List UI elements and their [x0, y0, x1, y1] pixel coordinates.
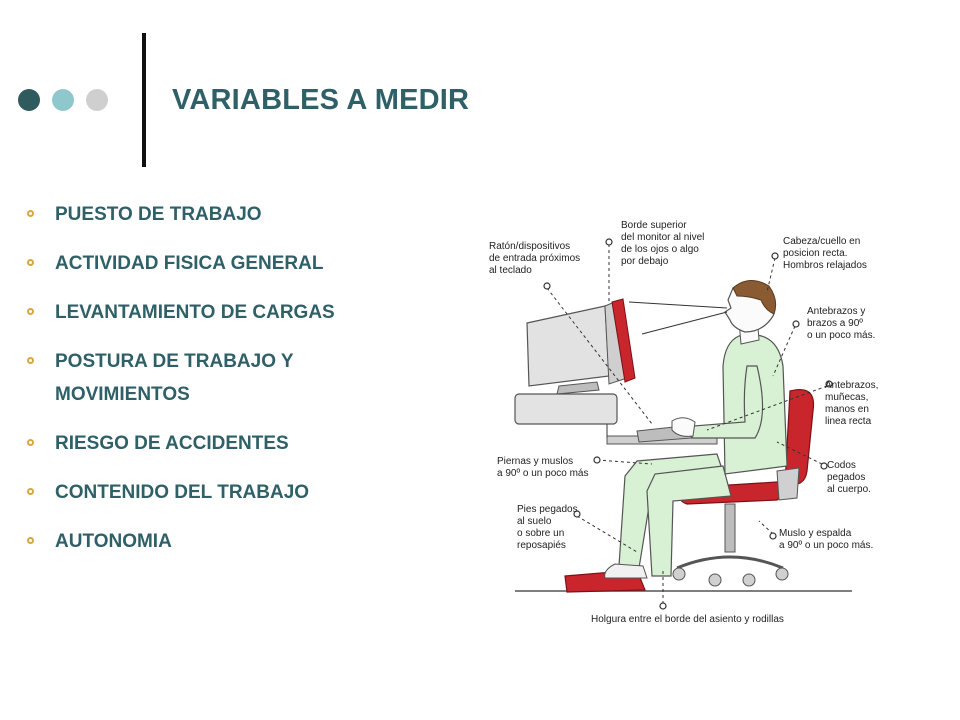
borde-monitor-label: Borde superior del monitor al nivel de los ojos o algo por debajo	[621, 220, 705, 267]
bullet-item	[22, 198, 422, 231]
bullet-icon	[27, 357, 34, 364]
bullet-item	[22, 427, 422, 460]
ergonomic-posture-illustration	[487, 216, 895, 630]
bullet-item	[22, 476, 422, 509]
sight-line-upper	[629, 302, 727, 308]
bullet-text: POSTURA DE TRABAJO Y MOVIMIENTOS	[55, 351, 294, 405]
sight-line-lower	[642, 312, 727, 334]
muslo-label: Muslo y espalda a 90º o un poco más.	[779, 528, 874, 551]
dark-dot	[18, 89, 40, 111]
bullet-icon	[27, 537, 34, 544]
bullet-icon	[27, 210, 34, 217]
bullet-item	[22, 345, 422, 411]
piernas-label: Piernas y muslos a 90º o un poco más	[497, 456, 589, 479]
bullet-item	[22, 247, 422, 280]
bullet-item	[22, 525, 422, 558]
antebrazos-90-label: Antebrazos y brazos a 90º o un poco más.	[807, 306, 876, 341]
bullet-text: PUESTO DE TRABAJO	[55, 204, 262, 225]
bullet-text: ACTIVIDAD FISICA GENERAL	[55, 253, 324, 274]
antebrazos-munecas-label: Antebrazos, muñecas, manos en linea recta	[825, 380, 879, 427]
holgura-label: Holgura entre el borde del asiento y rodillas	[591, 614, 784, 625]
bullet-icon	[27, 308, 34, 315]
codos-label: Codos pegados al cuerpo.	[827, 460, 871, 495]
cabeza-label: Cabeza/cuello en posicion recta. Hombros relajados	[783, 236, 867, 271]
monitor-icon	[527, 299, 635, 394]
decorative-dots	[18, 89, 108, 111]
slide-title: VARIABLES A MEDIR	[172, 84, 470, 116]
person-icon	[605, 280, 787, 578]
bullet-icon	[27, 439, 34, 446]
bullet-icon	[27, 488, 34, 495]
bullet-text: RIESGO DE ACCIDENTES	[55, 433, 289, 454]
light-teal-dot	[52, 89, 74, 111]
bullet-text: LEVANTAMIENTO DE CARGAS	[55, 302, 335, 323]
bullet-list	[22, 198, 422, 574]
pies-label: Pies pegados al suelo o sobre un reposapiés	[517, 504, 578, 551]
title-divider	[142, 33, 146, 167]
bullet-text: AUTONOMIA	[55, 531, 172, 552]
bullet-icon	[27, 259, 34, 266]
raton-label: Ratón/dispositivos de entrada próximos al teclado	[489, 241, 581, 276]
bullet-text: CONTENIDO DEL TRABAJO	[55, 482, 310, 503]
gray-dot	[86, 89, 108, 111]
bullet-item	[22, 296, 422, 329]
